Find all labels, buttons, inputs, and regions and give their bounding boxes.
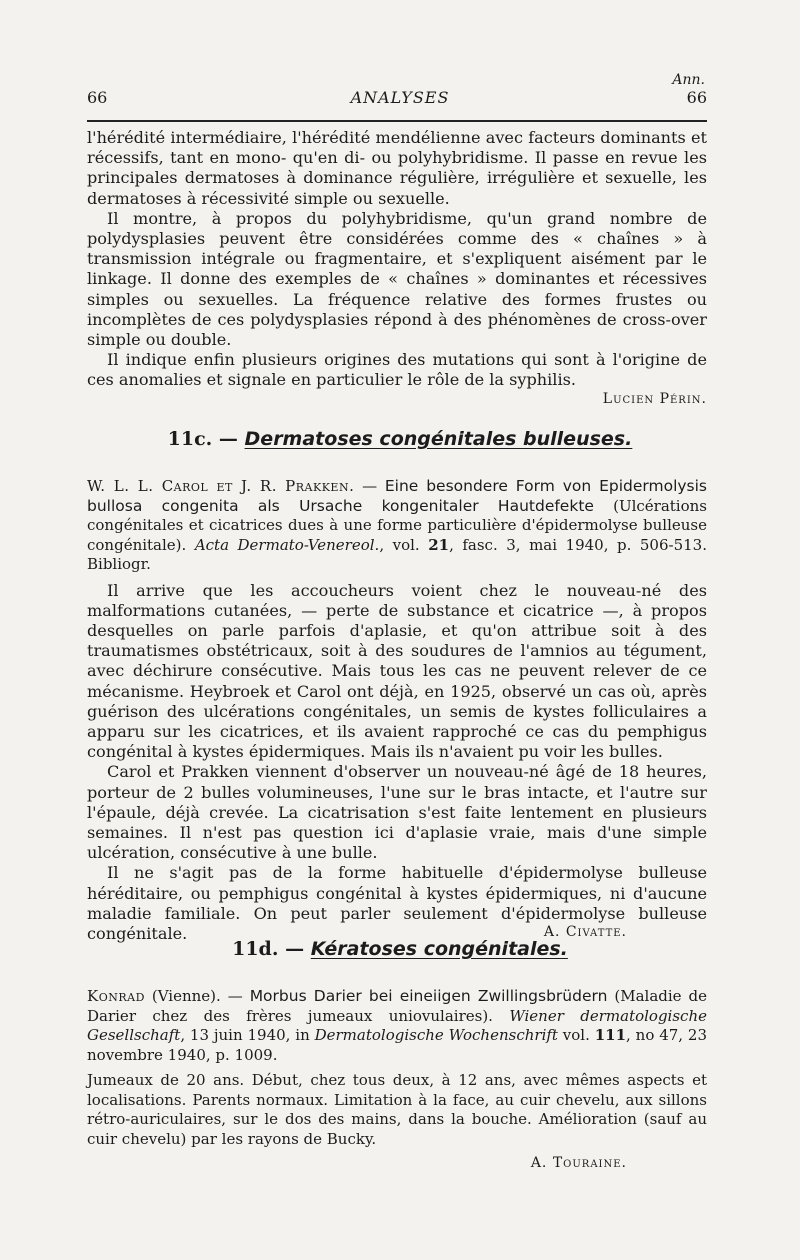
section-heading-11d xyxy=(0,938,800,960)
section-title: Dermatoses congénitales bulleuses. xyxy=(244,428,633,450)
page-number-left: 66 xyxy=(87,88,108,107)
section-heading-11c xyxy=(0,428,800,450)
reference-details: , fasc. 3, mai 1940, p. 506-513. Bibliogr. xyxy=(87,535,707,573)
intro-paragraph-1: l'hérédité intermédiaire, l'hérédité mendélienne avec facteurs dominants et récessifs, tant en mono- qu'en di- ou polyhybridisme. Il passe en revue les principales dermatoses à dominance régulière, irrégulière et sexuelle, les dermatoses à récessivité simple ou sexuelle. xyxy=(87,128,707,208)
section-11c-paragraph-1: Il arrive que les accoucheurs voient chez le nouveau-né des malformations cutanées, — perte de substance et cicatrice —, à propos desquelles on parle parfois d'aplasie, et qu'on attribue soit à des traumatismes obstétricaux, soit à des soudures de l'amnios au tégument, avec déchirure consécutive. Mais tous les cas ne peuvent relever de ce mécanisme. Heybroek et Carol ont déjà, en 1925, observé un cas où, après guérison des ulcérations congénitales, un semis de kystes folliculaires a apparu sur les cicatrices, et ils avaient rapproché ce cas du pemphigus congénital à kystes épidermiques. Mais ils n'avaient pu voir les bulles. xyxy=(87,580,707,762)
intro-block xyxy=(87,128,707,407)
header-rule xyxy=(87,120,707,122)
intro-paragraph-3: Il indique enfin plusieurs origines des mutations qui sont à l'origine de ces anomalies et signale en particulier le rôle de la syphilis. xyxy=(87,350,707,390)
page-number-right: 66 xyxy=(686,88,707,107)
reference-journal-1: Wiener dermatologische Gesellschaft xyxy=(87,1006,707,1044)
reference-german-title: Morbus Darier bei eineiigen Zwillingsbrüdern xyxy=(249,987,608,1005)
section-number: 11d. xyxy=(232,938,279,960)
section-11d-body xyxy=(87,987,707,1171)
reference-place: (Vienne). — xyxy=(144,987,250,1005)
reference-german-title: Eine besondere Form von Epidermolysis bullosa congenita als Ursache kongenitaler Hautdefekte xyxy=(87,477,708,515)
signature-perin: Lucien Périn. xyxy=(602,390,707,407)
section-11c-paragraph-2: Carol et Prakken viennent d'observer un nouveau-né âgé de 18 heures, porteur de 2 bulles volumineuses, l'une sur le bras intacte, et l'autre sur l'épaule, déjà crevée. La cicatrisation s'est faite lentement en plusieurs semaines. Il n'est pas question ici d'aplasie vraie, mais d'une simple ulcération, consécutive à une bulle. xyxy=(87,762,707,863)
reference-volume-prefix: , vol. xyxy=(379,535,429,554)
running-title: ANALYSES xyxy=(350,88,450,107)
reference-volume-prefix: vol. xyxy=(557,1026,595,1044)
reference-journal: Acta Dermato-Venereol. xyxy=(194,535,380,554)
section-number: 11c. xyxy=(167,428,213,450)
signature-touraine: A. Touraine. xyxy=(530,1155,627,1171)
reference-authors: Konrad xyxy=(87,987,145,1005)
section-11d-paragraph-1: Jumeaux de 20 ans. Début, chez tous deux, à 12 ans, avec mêmes aspects et localisations. Parents normaux. Limitation à la face, au cuir chevelu, aux sillons rétro-auriculaires, sur le dos des mains, dans la bouche. Amélioration (sauf au cuir chevelu) par les rayons de Bucky. xyxy=(87,1071,707,1148)
section-title: Kératoses congénitales. xyxy=(310,938,568,960)
reference-translation: (Maladie de Darier chez des frères jumeaux uniovulaires). xyxy=(87,987,707,1025)
reference-translation: (Ulcérations congénitales et cicatrices dues à une forme particulière d'épidermolyse bulleuse congénitale). xyxy=(87,496,707,554)
annotation-ann: Ann. xyxy=(672,72,705,88)
reference-volume: 111 xyxy=(594,1026,627,1044)
section-dash: — xyxy=(285,938,305,960)
reference-middle: , 13 juin 1940, in xyxy=(180,1026,315,1044)
intro-paragraph-2: Il montre, à propos du polyhybridisme, qu'un grand nombre de polydysplasies peuvent être considérées comme des « chaînes » à transmission intégrale ou fragmentaire, et s'expliquent aisément par le linkage. Il donne des exemples de « chaînes » dominantes et récessives simples ou sexuelles. La fréquence relative des formes frustes ou incomplètes de ces polydysplasies répond à des phénomènes de cross-over simple ou double. xyxy=(87,208,707,350)
section-11c-body xyxy=(87,477,708,943)
section-dash: — xyxy=(218,428,238,450)
reference-volume: 21 xyxy=(428,535,450,554)
reference-dash: — xyxy=(354,477,385,495)
reference-journal-2: Dermatologische Wochenschrift xyxy=(314,1026,558,1044)
section-11c-paragraph-3: Il ne s'agit pas de la forme habituelle d'épidermolyse bulleuse héréditaire, ou pemphigus congénital à kystes épidermiques, ni d'aucune maladie familiale. On peut parler seulement d'épidermolyse bulleuse congénitale. xyxy=(87,863,707,943)
reference-authors: W. L. L. Carol et J. R. Prakken. xyxy=(87,477,355,495)
reference-11c xyxy=(87,477,707,575)
reference-11d xyxy=(87,987,707,1065)
signature-civatte: A. Civatte. xyxy=(543,924,627,941)
reference-details: , no 47, 23 novembre 1940, p. 1009. xyxy=(87,1026,707,1064)
